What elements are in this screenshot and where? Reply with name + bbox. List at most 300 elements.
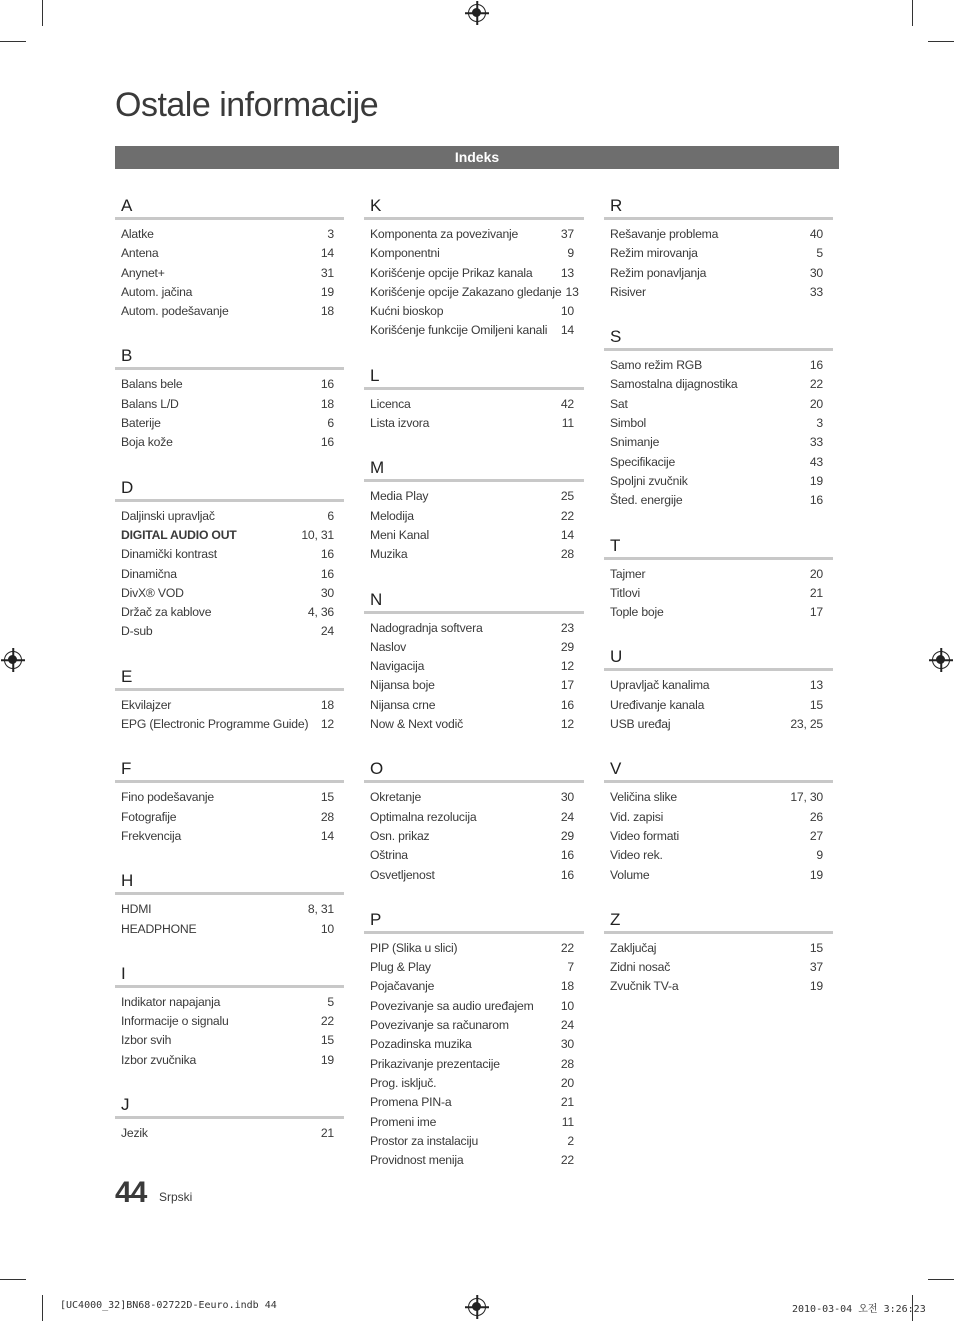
index-entry (364, 264, 584, 283)
index-entry-list (115, 895, 344, 939)
index-term: Tople boje (610, 605, 664, 620)
index-page-ref: 30 (560, 1037, 574, 1052)
index-page-ref: 42 (560, 396, 574, 411)
index-entry (604, 491, 833, 510)
index-page-ref: 17 (809, 605, 823, 620)
index-page-ref: 37 (809, 960, 823, 975)
index-page-ref: 24 (320, 624, 334, 639)
index-page-ref: 37 (560, 227, 574, 241)
index-page-ref: 6 (327, 416, 334, 431)
index-entry-list (364, 220, 584, 341)
index-page-ref: 20 (809, 566, 823, 581)
index-entry (604, 356, 833, 375)
index-term: Fotografije (121, 809, 177, 824)
index-entry (364, 321, 584, 340)
index-entry (364, 619, 584, 638)
index-term: Risiver (610, 284, 646, 299)
index-entry (364, 507, 584, 526)
index-term: Volume (610, 867, 650, 882)
index-term: Fino podešavanje (121, 790, 215, 805)
index-term: Vid. zapisi (610, 809, 664, 824)
index-page-ref: 16 (809, 493, 823, 508)
index-term: Korišćenje opcije Zakazano gledanje (370, 284, 562, 299)
index-entry (604, 453, 833, 472)
index-letter-heading: O (364, 758, 584, 783)
index-entry (364, 696, 584, 715)
index-term: Veličina slike (610, 790, 677, 805)
index-entry (604, 584, 833, 603)
index-entry (604, 676, 833, 695)
index-letter-heading: F (115, 758, 344, 783)
letter-group (604, 758, 833, 884)
crop-mark (928, 41, 954, 42)
index-entry (115, 264, 344, 283)
index-term: Media Play (370, 489, 429, 504)
index-term: Zidni nosač (610, 960, 671, 975)
index-entry (364, 827, 584, 846)
index-term: Šted. energije (610, 493, 683, 508)
letter-group (604, 195, 833, 302)
index-entry (364, 1093, 584, 1112)
index-term: Now & Next vodič (370, 717, 463, 732)
index-page-ref: 19 (809, 473, 823, 488)
index-entry (604, 283, 833, 302)
index-page-ref: 16 (320, 566, 334, 581)
index-term: Okretanje (370, 790, 422, 805)
index-entry (604, 827, 833, 846)
index-page-ref: 11 (561, 1114, 574, 1129)
index-entry-list (604, 351, 833, 510)
index-letter-heading: H (115, 870, 344, 895)
index-entry-list (604, 560, 833, 623)
letter-group (604, 646, 833, 734)
index-page-ref: 10 (560, 304, 574, 319)
index-term: Korišćenje funkcije Omiljeni kanali (370, 323, 548, 338)
index-term: DivX® VOD (121, 585, 184, 600)
index-entry (115, 788, 344, 807)
index-page-ref: 28 (560, 547, 574, 562)
crop-mark (0, 41, 26, 42)
index-term: Promena PIN-a (370, 1095, 452, 1110)
index-entry (364, 244, 584, 263)
index-page-ref: 19 (809, 867, 823, 882)
index-page-ref: 15 (320, 1033, 334, 1048)
index-entry (364, 545, 584, 564)
index-page-ref: 2 (567, 1133, 574, 1148)
index-entry (364, 1132, 584, 1151)
index-entry (364, 526, 584, 545)
index-entry-list (115, 691, 344, 735)
index-entry (115, 395, 344, 414)
index-term: Osvetljenost (370, 867, 435, 882)
letter-group (115, 1094, 344, 1143)
index-page-ref: 31 (320, 265, 334, 280)
index-term: Držač za kablove (121, 605, 212, 620)
index-letter-heading: D (115, 477, 344, 502)
index-entry (604, 977, 833, 996)
index-term: Dinamički kontrast (121, 547, 217, 562)
index-entry (364, 225, 584, 244)
index-term: Meni Kanal (370, 527, 429, 542)
index-page-ref: 29 (560, 639, 574, 654)
index-page-ref: 12 (320, 717, 334, 732)
index-entry (604, 696, 833, 715)
index-entry (604, 939, 833, 958)
index-page-ref: 5 (816, 246, 823, 261)
index-term: Promeni ime (370, 1114, 437, 1129)
index-page-ref: 6 (327, 508, 334, 523)
index-entry (115, 375, 344, 394)
index-page-ref: 25 (560, 489, 574, 504)
index-term: Titlovi (610, 585, 640, 600)
index-term: Povezivanje sa računarom (370, 1018, 509, 1033)
index-page-ref: 10 (320, 921, 334, 936)
index-page-ref: 19 (320, 1052, 334, 1067)
index-page-ref: 23, 25 (790, 717, 823, 732)
index-term: Melodija (370, 508, 414, 523)
index-page-ref: 18 (560, 979, 574, 994)
index-page-ref: 15 (809, 697, 823, 712)
index-entry (364, 1113, 584, 1132)
index-letter-heading: K (364, 195, 584, 220)
crop-mark (0, 1279, 26, 1280)
index-page-ref: 7 (567, 960, 574, 975)
index-entry (604, 846, 833, 865)
index-term: Baterije (121, 416, 161, 431)
index-entry (364, 939, 584, 958)
index-page-ref: 20 (809, 396, 823, 411)
index-entry (115, 1124, 344, 1143)
index-entry-list (604, 671, 833, 734)
index-term: Jezik (121, 1126, 148, 1141)
index-entry (115, 584, 344, 603)
index-page-ref: 16 (809, 358, 823, 373)
index-entry (115, 526, 344, 545)
crop-mark (928, 1279, 954, 1280)
index-entry-list (364, 783, 584, 884)
print-info-file: [UC4000_32]BN68-02722D-Eeuro.indb 44 (60, 1300, 277, 1311)
index-term: Tajmer (610, 566, 646, 581)
index-page-ref: 13 (565, 284, 579, 299)
index-entry (115, 715, 344, 734)
index-term: HDMI (121, 902, 152, 917)
index-page-ref: 22 (560, 508, 574, 523)
index-entry (364, 638, 584, 657)
index-term: USB uređaj (610, 717, 671, 732)
index-entry (115, 283, 344, 302)
index-term: Antena (121, 246, 159, 261)
index-page-ref: 13 (560, 265, 574, 280)
index-entry (115, 414, 344, 433)
index-term: Komponentni (370, 246, 440, 261)
index-page-ref: 3 (327, 227, 334, 241)
letter-group (115, 963, 344, 1070)
registration-mark-icon (4, 651, 22, 669)
index-page-ref: 23 (560, 620, 574, 635)
index-entry (115, 920, 344, 939)
index-letter-heading: P (364, 909, 584, 934)
index-page-ref: 40 (809, 227, 823, 241)
index-term: Uređivanje kanala (610, 697, 705, 712)
index-term: Kućni bioskop (370, 304, 444, 319)
index-term: Režim ponavljanja (610, 265, 707, 280)
index-term: Snimanje (610, 435, 660, 450)
index-term: Korišćenje opcije Prikaz kanala (370, 265, 533, 280)
letter-group (115, 477, 344, 642)
index-term: Optimalna rezolucija (370, 809, 477, 824)
index-page-ref: 4, 36 (307, 605, 334, 620)
index-letter-heading: E (115, 666, 344, 691)
index-page-ref: 20 (560, 1075, 574, 1090)
index-letter-heading: A (115, 195, 344, 220)
index-page-ref: 22 (560, 940, 574, 955)
index-term: Pozadinska muzika (370, 1037, 472, 1052)
letter-group (115, 758, 344, 846)
index-entry (364, 808, 584, 827)
index-term: Balans L/D (121, 396, 179, 411)
index-term: Daljinski upravljač (121, 508, 215, 523)
index-term: Video rek. (610, 848, 663, 863)
index-entry (604, 565, 833, 584)
index-term: Sat (610, 396, 628, 411)
index-entry (115, 827, 344, 846)
index-term: Prog. isključ. (370, 1075, 437, 1090)
index-letter-heading: J (115, 1094, 344, 1119)
index-term: Nadogradnja softvera (370, 620, 483, 635)
index-column-3 (604, 195, 833, 1021)
index-entry (115, 302, 344, 321)
index-term: Samo režim RGB (610, 358, 703, 373)
index-page-ref: 12 (560, 659, 574, 674)
index-page-ref: 33 (809, 435, 823, 450)
index-page-ref: 9 (567, 246, 574, 261)
letter-group (364, 758, 584, 884)
index-page-ref: 15 (809, 940, 823, 955)
index-term: Autom. jačina (121, 284, 193, 299)
index-term: Prikazivanje prezentacije (370, 1056, 500, 1071)
page-number: 44 (115, 1176, 147, 1209)
letter-group (364, 909, 584, 1171)
index-term: Navigacija (370, 659, 425, 674)
index-entry (364, 866, 584, 885)
index-entry (364, 977, 584, 996)
index-entry-list (604, 934, 833, 997)
index-entry-list (115, 220, 344, 321)
index-page-ref: 17 (560, 678, 574, 693)
index-term: Nijansa boje (370, 678, 435, 693)
index-page-ref: 22 (320, 1014, 334, 1029)
registration-mark-icon (468, 4, 486, 22)
index-entry (604, 603, 833, 622)
index-page-ref: 17, 30 (790, 790, 823, 805)
index-page-ref: 30 (809, 265, 823, 280)
letter-group (604, 535, 833, 623)
index-entry (115, 225, 344, 244)
index-entry (364, 715, 584, 734)
index-entry (115, 1051, 344, 1070)
index-term: Nijansa crne (370, 697, 436, 712)
index-entry (604, 866, 833, 885)
index-entry-list (364, 614, 584, 735)
index-entry (604, 225, 833, 244)
index-term: Izbor svih (121, 1033, 172, 1048)
index-page-ref: 33 (809, 284, 823, 299)
index-entry (115, 900, 344, 919)
index-entry (604, 808, 833, 827)
index-term: DIGITAL AUDIO OUT (121, 527, 237, 542)
index-entry (115, 565, 344, 584)
index-page-ref: 22 (560, 1153, 574, 1168)
index-letter-heading: T (604, 535, 833, 560)
index-term: Plug & Play (370, 960, 431, 975)
index-page-ref: 10 (560, 998, 574, 1013)
index-page-ref: 3 (816, 416, 823, 431)
index-entry (604, 788, 833, 807)
index-term: Upravljač kanalima (610, 678, 710, 693)
index-entry (364, 676, 584, 695)
index-entry (364, 414, 584, 433)
index-entry (364, 846, 584, 865)
index-term: Dinamična (121, 566, 177, 581)
index-page-ref: 18 (320, 304, 334, 319)
index-entry (364, 487, 584, 506)
index-entry-list (364, 482, 584, 564)
index-page-ref: 24 (560, 1018, 574, 1033)
index-page-ref: 30 (320, 585, 334, 600)
index-entry (604, 395, 833, 414)
index-letter-heading: S (604, 326, 833, 351)
index-page-ref: 28 (320, 809, 334, 824)
index-term: Licenca (370, 396, 411, 411)
index-page-ref: 14 (320, 246, 334, 261)
index-page-ref: 11 (561, 416, 574, 431)
index-term: Prostor za instalaciju (370, 1133, 479, 1148)
index-page-ref: 12 (560, 717, 574, 732)
index-entry (115, 696, 344, 715)
index-term: Providnost menija (370, 1153, 464, 1168)
index-page-ref: 16 (320, 377, 334, 392)
index-page-ref: 9 (816, 848, 823, 863)
index-page-ref: 16 (560, 867, 574, 882)
index-page-ref: 19 (809, 979, 823, 994)
crop-mark (42, 1295, 43, 1321)
index-letter-heading: I (115, 963, 344, 988)
index-entry (364, 395, 584, 414)
index-term: Oštrina (370, 848, 408, 863)
index-page-ref: 13 (809, 678, 823, 693)
letter-group (604, 326, 833, 510)
index-page-ref: 19 (320, 284, 334, 299)
index-column-2 (364, 195, 584, 1194)
index-entry (604, 958, 833, 977)
index-page-ref: 16 (560, 848, 574, 863)
index-entry (364, 1055, 584, 1074)
section-header: Indeks (115, 146, 839, 169)
index-letter-heading: M (364, 457, 584, 482)
index-term: Simbol (610, 416, 647, 431)
index-entry-list (115, 1119, 344, 1143)
index-entry (115, 244, 344, 263)
registration-mark-icon (932, 651, 950, 669)
letter-group (115, 870, 344, 939)
index-entry (604, 472, 833, 491)
index-term: Alatke (121, 227, 154, 241)
index-term: Lista izvora (370, 416, 430, 431)
index-entry (364, 958, 584, 977)
letter-group (604, 909, 833, 997)
index-entry-list (115, 370, 344, 452)
index-page-ref: 5 (327, 994, 334, 1009)
index-letter-heading: N (364, 589, 584, 614)
index-page-ref: 14 (560, 527, 574, 542)
index-entry (604, 414, 833, 433)
index-term: Autom. podešavanje (121, 304, 229, 319)
index-page-ref: 18 (320, 396, 334, 411)
index-term: Specifikacije (610, 454, 676, 469)
index-term: Režim mirovanja (610, 246, 698, 261)
index-entry (115, 507, 344, 526)
index-term: Ekvilajzer (121, 697, 172, 712)
index-entry-list (364, 934, 584, 1171)
index-page-ref: 18 (320, 697, 334, 712)
index-entry-list (604, 783, 833, 884)
index-entry (604, 264, 833, 283)
index-column-1 (115, 195, 344, 1167)
crop-mark (42, 0, 43, 26)
index-term: Indikator napajanja (121, 994, 221, 1009)
index-entry-list (364, 390, 584, 434)
index-entry (364, 283, 584, 302)
letter-group (364, 365, 584, 434)
print-info-timestamp: 2010-03-04 오전 3:26:23 (792, 1304, 926, 1315)
index-term: D-sub (121, 624, 153, 639)
index-entry (115, 1012, 344, 1031)
index-page-ref: 14 (320, 828, 334, 843)
index-term: Boja kože (121, 435, 173, 450)
index-entry-list (115, 502, 344, 642)
index-entry (115, 622, 344, 641)
index-term: Samostalna dijagnostika (610, 377, 738, 392)
index-page-ref: 27 (809, 828, 823, 843)
index-term: Informacije o signalu (121, 1014, 229, 1029)
letter-group (364, 589, 584, 735)
crop-mark (912, 0, 913, 26)
index-entry-list (604, 220, 833, 302)
index-page-ref: 28 (560, 1056, 574, 1071)
index-entry (115, 433, 344, 452)
page-language: Srpski (159, 1190, 193, 1204)
index-entry (604, 715, 833, 734)
letter-group (115, 666, 344, 735)
index-entry (115, 1031, 344, 1050)
index-page-ref: 24 (560, 809, 574, 824)
index-term: Naslov (370, 639, 407, 654)
index-letter-heading: R (604, 195, 833, 220)
index-entry (604, 244, 833, 263)
index-term: Povezivanje sa audio uređajem (370, 998, 534, 1013)
index-page-ref: 43 (809, 454, 823, 469)
index-letter-heading: B (115, 345, 344, 370)
index-entry-list (115, 783, 344, 846)
index-letter-heading: V (604, 758, 833, 783)
index-page-ref: 21 (560, 1095, 574, 1110)
index-page-ref: 22 (809, 377, 823, 392)
index-page-ref: 29 (560, 828, 574, 843)
index-entry (364, 1074, 584, 1093)
index-page-ref: 21 (809, 585, 823, 600)
index-term: Komponenta za povezivanje (370, 227, 519, 241)
index-page-ref: 16 (320, 435, 334, 450)
